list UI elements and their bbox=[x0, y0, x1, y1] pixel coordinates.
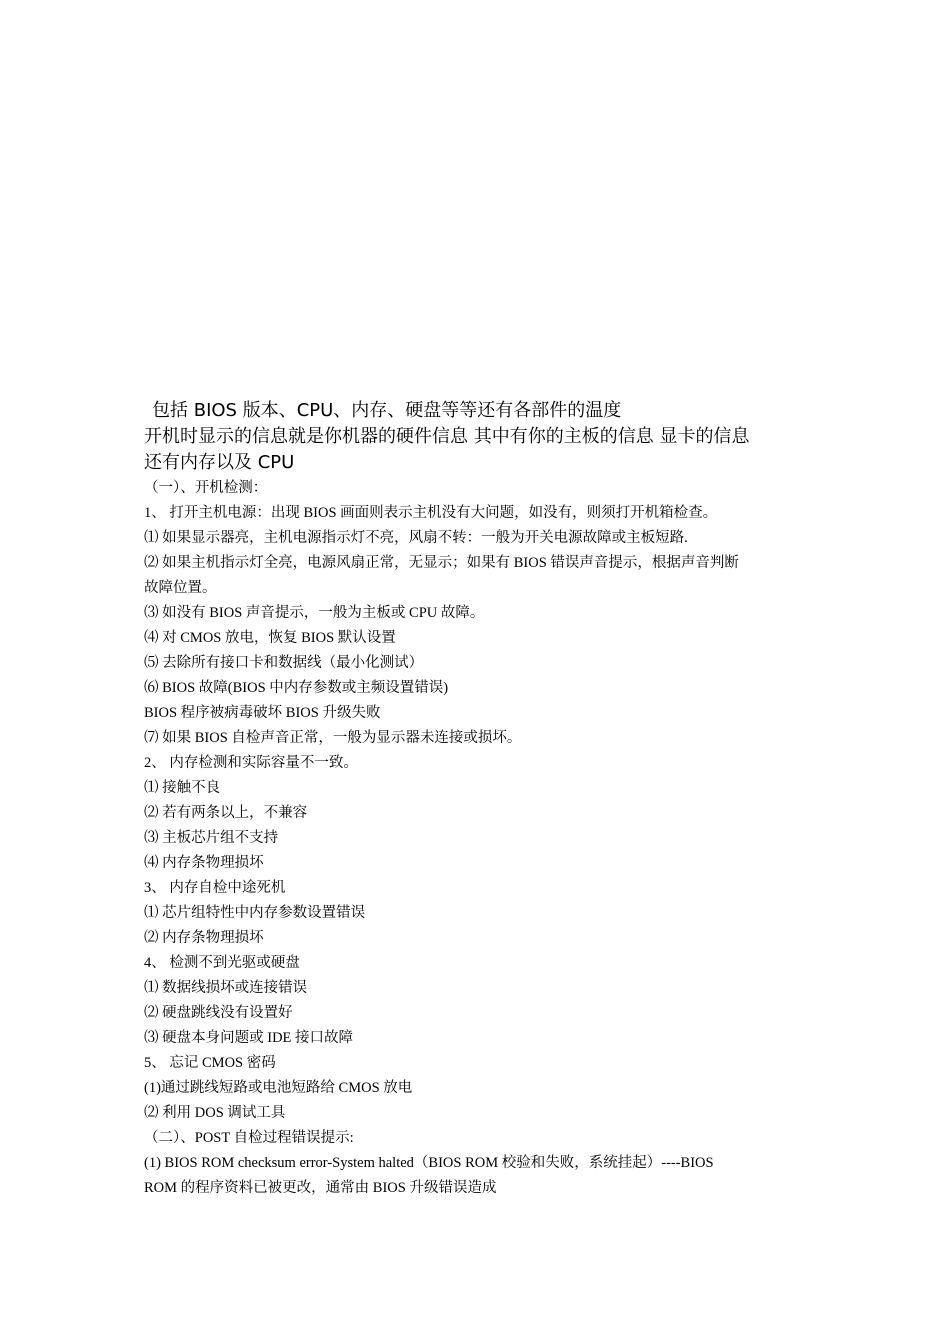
heading-line-2: 开机时显示的信息就是你机器的硬件信息 其中有你的主板的信息 显卡的信息 bbox=[144, 426, 750, 447]
text-line: 4、 检测不到光驱或硬盘 bbox=[144, 955, 300, 971]
text-line: 故障位置。 bbox=[144, 580, 217, 596]
text-line: ⑶ 如没有 BIOS 声音提示，一般为主板或 CPU 故障。 bbox=[144, 605, 485, 621]
text-line: (1)通过跳线短路或电池短路给 CMOS 放电 bbox=[144, 1080, 413, 1096]
text-line: ⑵ 如果主机指示灯全亮，电源风扇正常，无显示；如果有 BIOS 错误声音提示，根据声音判断 bbox=[144, 555, 739, 571]
text-line: ⑶ 硬盘本身问题或 IDE 接口故障 bbox=[144, 1030, 354, 1046]
text-line: ⑷ 内存条物理损坏 bbox=[144, 855, 264, 871]
section-title-1: （一）、开机检测： bbox=[144, 480, 268, 496]
text-line: ⑷ 对 CMOS 放电，恢复 BIOS 默认设置 bbox=[144, 630, 396, 646]
text-line: ⑴ 芯片组特性中内存参数设置错误 bbox=[144, 905, 366, 921]
heading-line-1: 包括 BIOS 版本、CPU、内存、硬盘等等还有各部件的温度 bbox=[152, 400, 622, 421]
document-body bbox=[144, 398, 804, 1201]
text-line: ⑴ 如果显示器亮，主机电源指示灯不亮，风扇不转：一般为开关电源故障或主板短路. bbox=[144, 530, 688, 546]
text-line: 1、 打开主机电源：出现 BIOS 画面则表示主机没有大问题，如没有，则须打开机箱检查。 bbox=[144, 505, 718, 521]
section-title-2: （二）、POST 自检过程错误提示: bbox=[144, 1130, 354, 1146]
text-line: (1) BIOS ROM checksum error-System halted（BIOS ROM 校验和失败，系统挂起）----BIOS bbox=[144, 1155, 714, 1171]
text-line: ROM 的程序资料已被更改，通常由 BIOS 升级错误造成 bbox=[144, 1180, 497, 1196]
text-line: BIOS 程序被病毒破坏 BIOS 升级失败 bbox=[144, 705, 381, 721]
text-line: ⑵ 内存条物理损坏 bbox=[144, 930, 264, 946]
text-line: ⑸ 去除所有接口卡和数据线（最小化测试） bbox=[144, 655, 424, 671]
text-line: ⑴ 接触不良 bbox=[144, 780, 221, 796]
text-line: ⑹ BIOS 故障(BIOS 中内存参数或主频设置错误) bbox=[144, 680, 449, 696]
text-line: 3、 内存自检中途死机 bbox=[144, 880, 286, 896]
heading-line-3: 还有内存以及 CPU bbox=[144, 452, 295, 473]
text-line: ⑶ 主板芯片组不支持 bbox=[144, 830, 279, 846]
text-line: 2、 内存检测和实际容量不一致。 bbox=[144, 755, 358, 771]
text-line: ⑺ 如果 BIOS 自检声音正常，一般为显示器未连接或损坏。 bbox=[144, 730, 522, 746]
text-line: ⑴ 数据线损坏或连接错误 bbox=[144, 980, 308, 996]
text-line: 5、 忘记 CMOS 密码 bbox=[144, 1055, 276, 1071]
text-line: ⑵ 若有两条以上，不兼容 bbox=[144, 805, 308, 821]
text-line: ⑵ 硬盘跳线没有设置好 bbox=[144, 1005, 293, 1021]
text-line: ⑵ 利用 DOS 调试工具 bbox=[144, 1105, 286, 1121]
